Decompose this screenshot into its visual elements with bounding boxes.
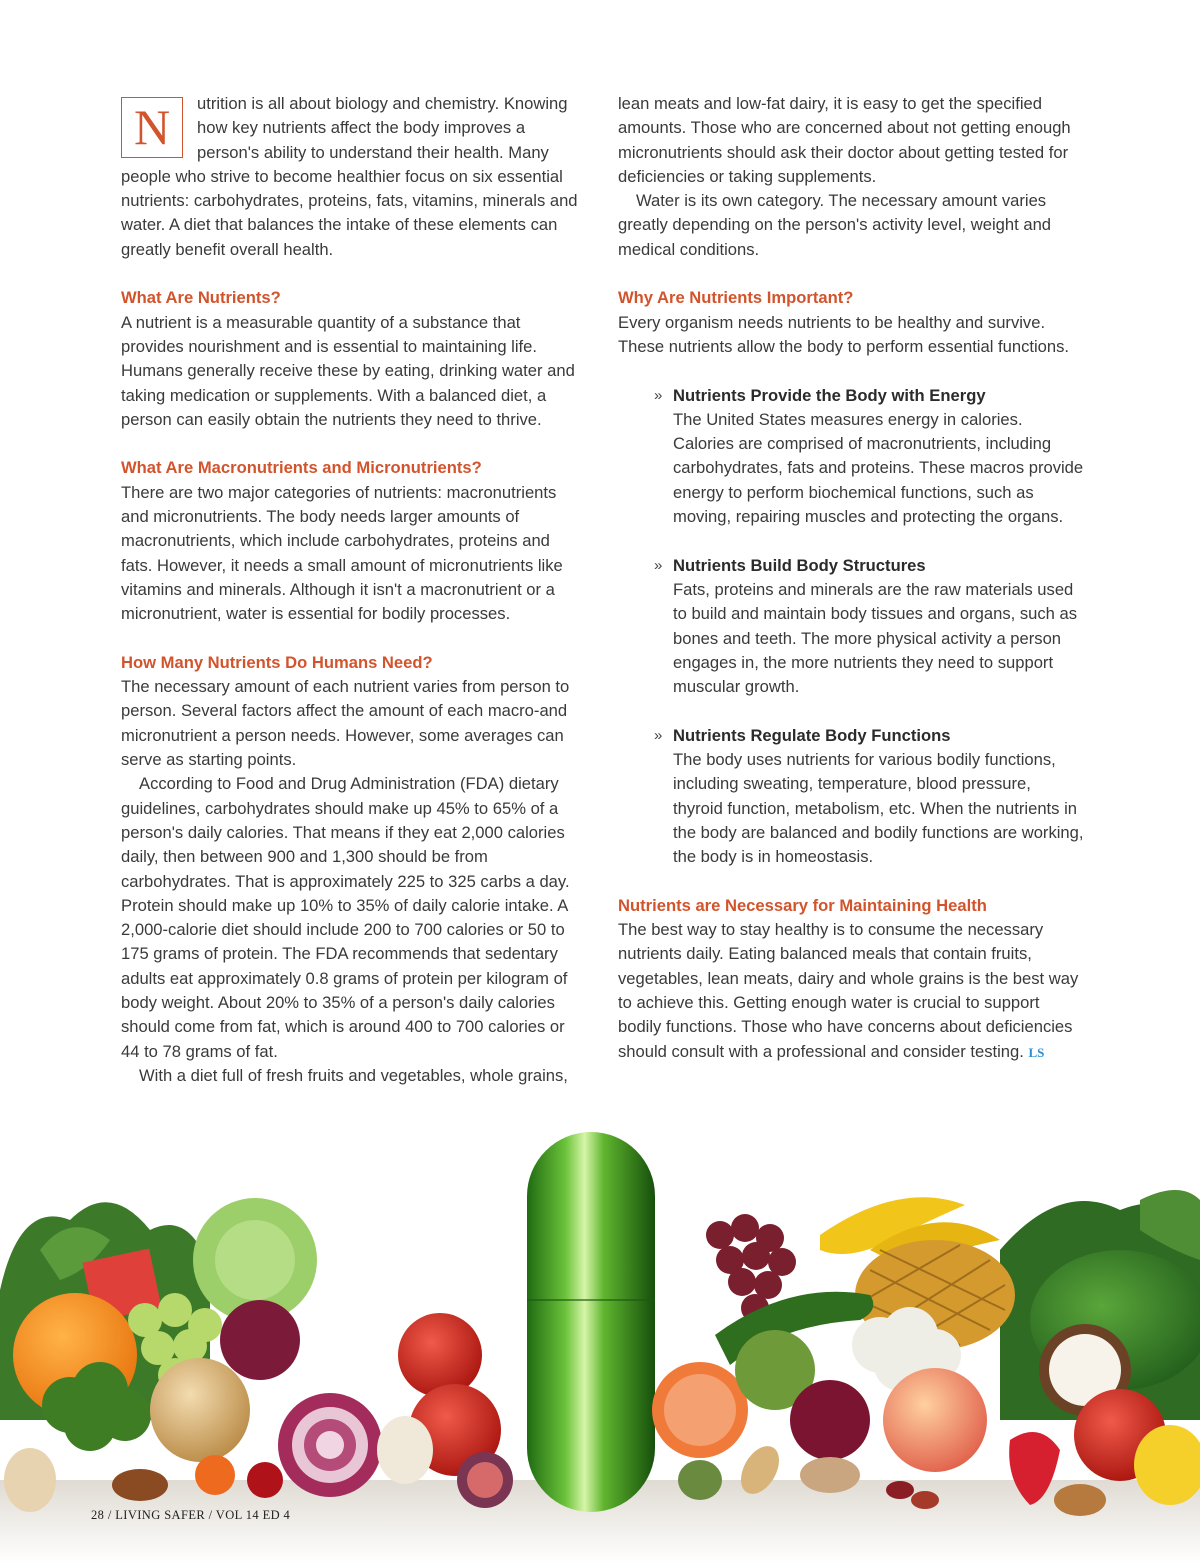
bullet-title: Nutrients Provide the Body with Energy — [673, 385, 986, 405]
bullet-structures — [618, 554, 1084, 700]
maintaining-health-text: The best way to stay healthy is to consume the necessary nutrients daily. Eating balanced meals that contain fruits, vegetables, lean meats, dairy and whole grains is the best way to achieve this. Getting enough water is crucial to support bodily functions. Those who have concerns about deficiencies should consult with a professional and consider testing. — [618, 920, 1079, 1061]
bullet-regulate — [618, 724, 1084, 870]
how-many-p3: With a diet full of fresh fruits and vegetables, whole grains, — [139, 1065, 568, 1085]
what-are-nutrients-body: A nutrient is a measurable quantity of a substance that provides nourishment and is essential to maintaining life. Humans generally receive these by eating, drinking water and taking medication or supplements. With a balanced diet, a person can easily obtain the nutrients they need to thrive. — [121, 312, 575, 429]
how-many-p3-continued: lean meats and low-fat dairy, it is easy to get the specified amounts. Those who are concerned about not getting enough micronutrients should ask their doctor about getting tested for deficiencies or taking supplements. — [618, 94, 1071, 186]
why-important-body: Every organism needs nutrients to be healthy and survive. These nutrients allow the body to perform essential functions. — [618, 312, 1070, 356]
bullet-energy — [618, 384, 1084, 530]
how-many-p4: Water is its own category. The necessary amount varies greatly depending on the person's activity level, weight and medical conditions. — [618, 191, 1052, 259]
macro-micro-body: There are two major categories of nutrients: macronutrients and micronutrients. The body needs larger amounts of macronutrients, which include carbohydrates, proteins and fats. However, it needs a small amount of micronutrients like vitamins and minerals. Although it isn't a macronutrient or a micronutrient, water is essential for bodily processes. — [121, 482, 563, 624]
page-footer-folio: 28 / LIVING SAFER / VOL 14 ED 4 — [91, 1508, 291, 1522]
bullet-text: The body uses nutrients for various bodily functions, including sweating, temperature, blood pressure, thyroid function, metabolism, etc. When the nutrients in the body are balanced and bodily functions are working, the body is in homeostasis. — [673, 750, 1084, 867]
heading-how-many: How Many Nutrients Do Humans Need? — [121, 652, 433, 672]
intro-paragraph — [121, 92, 583, 262]
bullet-marker: » — [654, 556, 663, 574]
bullet-title: Nutrients Build Body Structures — [673, 555, 926, 575]
heading-why-important: Why Are Nutrients Important? — [618, 288, 854, 308]
end-mark-logo: LS — [1028, 1044, 1045, 1060]
intro-text: utrition is all about biology and chemistry. Knowing how key nutrients affect the body improves a person's ability to understand their health. Many people who strive to become healthier focus on six essential nutrients: carbohydrates, proteins, fats, vitamins, minerals and water. A diet that balances the intake of these elements can greatly benefit overall health. — [121, 94, 578, 259]
maintaining-health-body — [618, 918, 1084, 1065]
bullet-text: The United States measures energy in calories. Calories are comprised of macronutrients, including carbohydrates, fats and proteins. These macros provide energy to perform biochemical functions, such as moving, repairing muscles and protecting the organs. — [673, 409, 1084, 527]
left-column — [121, 92, 583, 1088]
bullet-title: Nutrients Regulate Body Functions — [673, 725, 951, 745]
how-many-p1: The necessary amount of each nutrient varies from person to person. Several factors affect the amount of each macro-and micronutrient a person needs. However, some averages can serve as starting points. — [121, 677, 570, 770]
bullet-marker: » — [654, 386, 663, 404]
drop-cap: N — [121, 97, 183, 158]
bullet-marker: » — [654, 726, 663, 744]
how-many-p2: According to Food and Drug Administration (FDA) dietary guidelines, carbohydrates should make up 45% to 65% of a person's daily calories. That means if they eat 2,000 calories daily, then between 900 and 1,300 should be from carbohydrates. That is approximately 225 to 325 carbs a day. Protein should make up 10% to 35% of daily calorie intake. A 2,000-calorie diet should include 200 to 700 calories or 50 to 175 grams of protein. The FDA recommends that sedentary adults eat approximately 0.8 grams of protein per kilogram of body weight. About 20% to 35% of a person's daily calories should come from fat, which is around 400 to 700 calories or 44 to 78 grams of fat. — [121, 774, 570, 1061]
produce-and-capsule-illustration — [0, 1120, 1200, 1564]
right-column — [618, 92, 1084, 1065]
heading-macro-micro: What Are Macronutrients and Micronutrients? — [121, 458, 482, 478]
heading-maintaining-health: Nutrients are Necessary for Maintaining Health — [618, 895, 987, 915]
bullet-text: Fats, proteins and minerals are the raw materials used to build and maintain body tissues and organs, such as bones and teeth. The more physical activity a person engages in, the more nutrients they need to support muscular growth. — [673, 579, 1078, 697]
heading-what-are-nutrients: What Are Nutrients? — [121, 288, 281, 308]
